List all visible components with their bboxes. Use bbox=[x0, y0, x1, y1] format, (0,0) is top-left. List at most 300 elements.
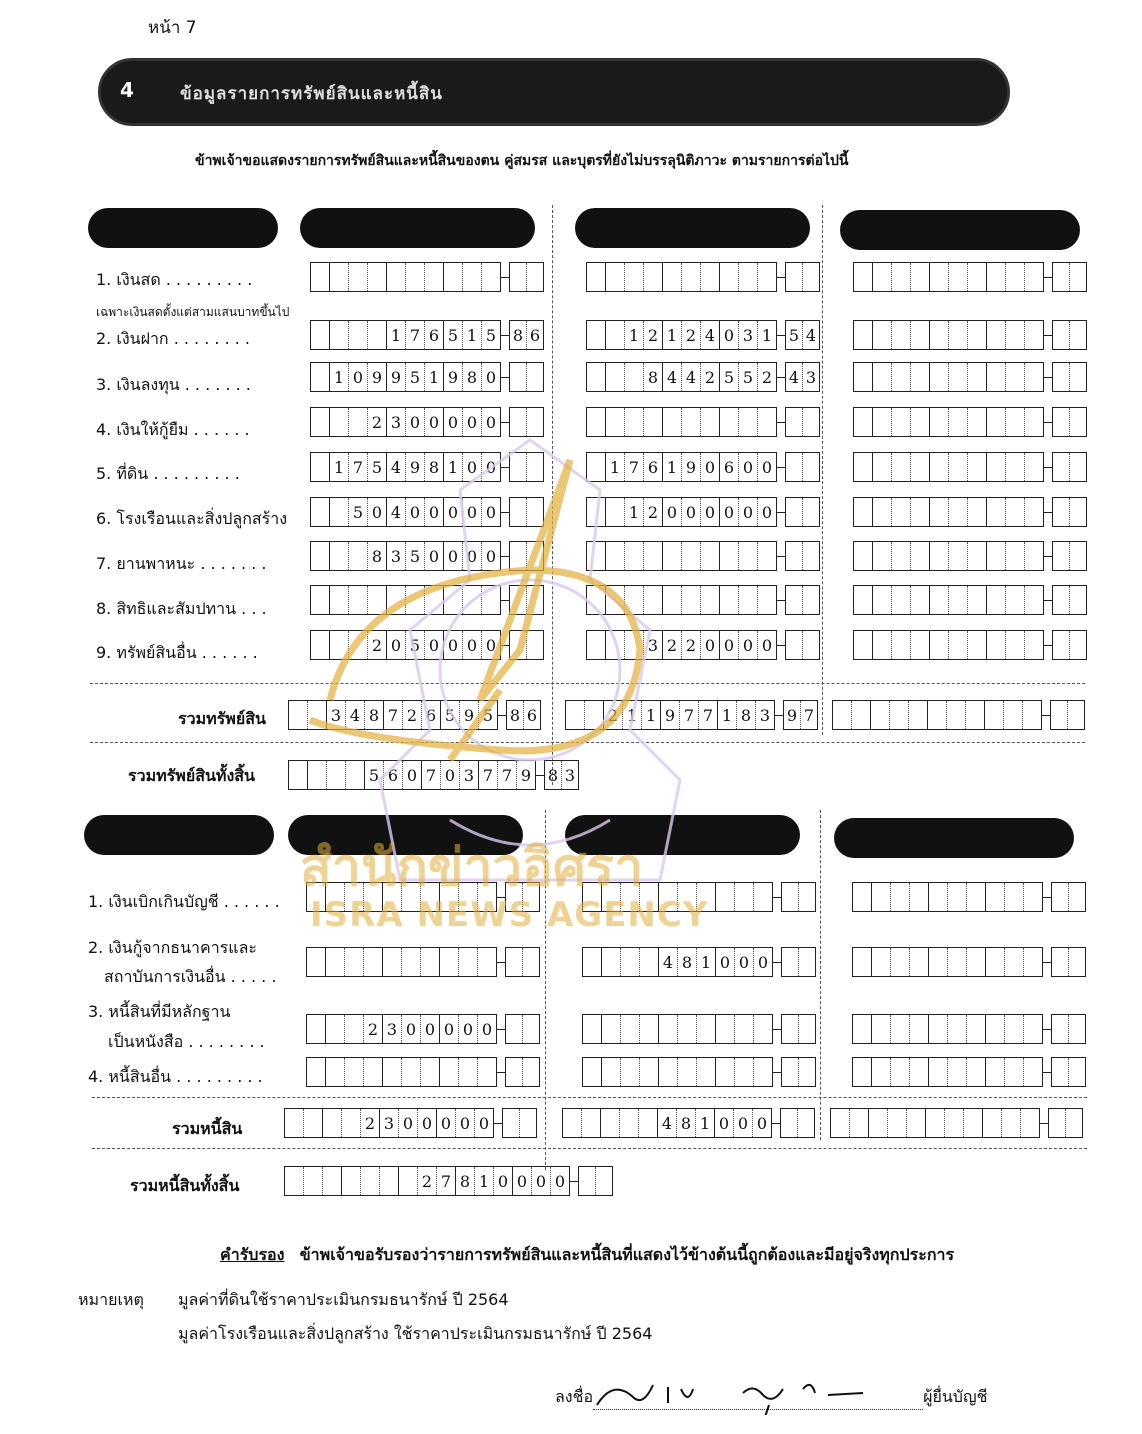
digit-cell bbox=[928, 1015, 947, 1043]
digit-cell bbox=[909, 1058, 928, 1086]
asset-total-label: รวมทรัพย์สิน bbox=[178, 709, 266, 728]
digit-cell: 1 bbox=[329, 453, 348, 481]
digit-cell: 0 bbox=[417, 1109, 436, 1137]
digit-cell bbox=[360, 1167, 379, 1195]
satang-digits bbox=[1051, 1014, 1086, 1044]
digit-cell bbox=[1069, 631, 1086, 659]
decimal-separator bbox=[1043, 897, 1051, 898]
digit-cell bbox=[854, 321, 872, 349]
decimal-separator bbox=[1044, 377, 1052, 378]
digit-cell bbox=[1024, 453, 1043, 481]
satang-digits bbox=[781, 947, 816, 977]
decimal-separator bbox=[501, 335, 509, 336]
digit-cell bbox=[802, 498, 819, 526]
digit-cell bbox=[587, 321, 605, 349]
digit-cell bbox=[458, 1058, 477, 1086]
digit-cell: 0 bbox=[715, 948, 734, 976]
digit-cell: 0 bbox=[443, 498, 462, 526]
decimal-separator bbox=[497, 1072, 505, 1073]
digit-cell bbox=[605, 321, 624, 349]
decimal-separator bbox=[777, 377, 785, 378]
digit-cell: 0 bbox=[550, 1167, 569, 1195]
decimal-separator bbox=[497, 1029, 505, 1030]
baht-digits bbox=[853, 541, 1044, 571]
decimal-separator bbox=[777, 335, 785, 336]
digit-cell bbox=[1053, 586, 1069, 614]
digit-cell bbox=[853, 948, 871, 976]
digit-cell bbox=[1068, 883, 1085, 911]
liability-grand-total bbox=[284, 1166, 613, 1196]
digit-cell bbox=[872, 363, 891, 391]
digit-cell bbox=[1052, 1058, 1068, 1086]
digit-cell bbox=[802, 631, 819, 659]
baht-digits bbox=[853, 497, 1044, 527]
digit-cell bbox=[910, 542, 929, 570]
digit-cell: 0 bbox=[424, 631, 443, 659]
digit-cell bbox=[984, 701, 1003, 729]
digit-cell: 0 bbox=[440, 761, 459, 789]
digit-cell: 5 bbox=[348, 498, 367, 526]
digit-cell bbox=[986, 363, 1005, 391]
digit-cell bbox=[831, 1109, 849, 1137]
liability-total-col1 bbox=[284, 1108, 537, 1138]
decimal-separator bbox=[1044, 277, 1052, 278]
satang-digits bbox=[1052, 262, 1087, 292]
digit-cell bbox=[303, 1109, 322, 1137]
satang-digits bbox=[785, 362, 820, 392]
satang-digits bbox=[780, 1108, 815, 1138]
satang-digits bbox=[781, 1057, 816, 1087]
digit-cell bbox=[526, 263, 543, 291]
baht-digits bbox=[853, 630, 1044, 660]
digit-cell: 0 bbox=[481, 542, 500, 570]
digit-cell: 7 bbox=[478, 761, 497, 789]
signature-line bbox=[555, 1385, 987, 1410]
satang-digits bbox=[781, 1014, 816, 1044]
digit-cell bbox=[906, 1109, 925, 1137]
satang-digits bbox=[1052, 630, 1087, 660]
digit-cell: 5 bbox=[788, 325, 800, 345]
digit-cell: 0 bbox=[420, 1015, 439, 1043]
digit-cell: 4 bbox=[700, 321, 719, 349]
digit-cell bbox=[696, 1058, 715, 1086]
satang-digits bbox=[1051, 882, 1086, 912]
digit-cell bbox=[526, 363, 543, 391]
digit-cell bbox=[344, 1058, 363, 1086]
digit-cell: 7 bbox=[679, 701, 698, 729]
digit-cell: 4 bbox=[345, 701, 364, 729]
asset-row-8-col3 bbox=[853, 585, 1087, 615]
baht-digits bbox=[853, 320, 1044, 350]
digit-cell bbox=[522, 1058, 539, 1086]
satang-digits bbox=[785, 320, 820, 350]
digit-cell: 4 bbox=[662, 363, 681, 391]
baht-digits bbox=[852, 947, 1043, 977]
asset-header-label-redacted bbox=[88, 208, 278, 248]
digit-cell bbox=[948, 586, 967, 614]
digit-cell bbox=[786, 408, 802, 436]
digit-cell bbox=[947, 1015, 966, 1043]
digit-cell: 3 bbox=[738, 321, 757, 349]
digit-cell bbox=[1069, 453, 1086, 481]
digit-cell: 0 bbox=[531, 1167, 550, 1195]
digit-cell: 0 bbox=[481, 408, 500, 436]
liability-total-col3 bbox=[830, 1108, 1083, 1138]
digit-cell bbox=[605, 263, 624, 291]
digit-cell bbox=[477, 1058, 496, 1086]
digit-cell bbox=[1004, 1015, 1023, 1043]
digit-cell: 5 bbox=[481, 321, 500, 349]
satang-digits bbox=[578, 1166, 613, 1196]
digit-cell: 2 bbox=[681, 321, 700, 349]
digit-cell bbox=[1053, 498, 1069, 526]
digit-cell bbox=[1004, 883, 1023, 911]
digit-cell bbox=[909, 883, 928, 911]
digit-cell: 0 bbox=[462, 542, 481, 570]
decimal-separator bbox=[777, 277, 785, 278]
liability-row-1-col3 bbox=[852, 882, 1086, 912]
digit-cell: 2 bbox=[700, 363, 719, 391]
asset-row-3-col1 bbox=[310, 362, 544, 392]
digit-cell: 4 bbox=[386, 498, 405, 526]
digit-cell bbox=[929, 408, 948, 436]
digit-cell: 8 bbox=[462, 363, 481, 391]
digit-cell bbox=[872, 408, 891, 436]
digit-cell bbox=[329, 321, 348, 349]
digit-cell bbox=[929, 453, 948, 481]
digit-cell bbox=[966, 1015, 985, 1043]
decimal-separator bbox=[773, 962, 781, 963]
decimal-separator bbox=[1044, 600, 1052, 601]
digit-cell bbox=[948, 321, 967, 349]
digit-cell: 8 bbox=[424, 453, 443, 481]
digit-cell bbox=[382, 1058, 401, 1086]
digit-cell bbox=[734, 1015, 753, 1043]
digit-cell bbox=[967, 363, 986, 391]
digit-cell: 6 bbox=[719, 453, 738, 481]
digit-cell bbox=[966, 948, 985, 976]
digit-cell: 6 bbox=[526, 321, 543, 349]
digit-cell bbox=[798, 883, 815, 911]
digit-cell bbox=[963, 1109, 982, 1137]
baht-digits bbox=[853, 407, 1044, 437]
satang-digits bbox=[502, 1108, 537, 1138]
digit-cell bbox=[910, 263, 929, 291]
digit-cell bbox=[1001, 1109, 1020, 1137]
digit-cell bbox=[1068, 1015, 1085, 1043]
asset-label-building: 6. โรงเรือนและสิ่งปลูกสร้าง bbox=[96, 509, 288, 528]
asset-row-3-col2 bbox=[586, 362, 820, 392]
digit-cell bbox=[871, 883, 890, 911]
digit-cell bbox=[967, 542, 986, 570]
digit-cell bbox=[854, 542, 872, 570]
digit-cell: 2 bbox=[360, 1109, 379, 1137]
satang-digits bbox=[1052, 407, 1087, 437]
digit-cell: 0 bbox=[405, 408, 424, 436]
digit-cell bbox=[891, 498, 910, 526]
digit-cell: 0 bbox=[455, 1109, 474, 1137]
digit-cell: 2 bbox=[643, 321, 662, 349]
baht-digits bbox=[852, 1057, 1043, 1087]
satang-digits bbox=[785, 452, 820, 482]
digit-cell bbox=[947, 948, 966, 976]
digit-cell bbox=[908, 701, 927, 729]
digit-cell bbox=[379, 1167, 398, 1195]
digit-cell: 3 bbox=[386, 542, 405, 570]
digit-cell bbox=[1024, 498, 1043, 526]
asset-row-6-col3 bbox=[853, 497, 1087, 527]
digit-cell bbox=[522, 1015, 539, 1043]
digit-cell bbox=[311, 321, 329, 349]
asset-label-other: 9. ทรัพย์สินอื่น . . . . . . bbox=[96, 643, 258, 662]
digit-cell bbox=[871, 1015, 890, 1043]
asset-header-spouse-redacted bbox=[575, 208, 810, 248]
digit-cell bbox=[757, 263, 776, 291]
decimal-separator bbox=[777, 556, 785, 557]
digit-cell: 0 bbox=[493, 1167, 512, 1195]
digit-cell bbox=[1069, 586, 1086, 614]
digit-cell bbox=[802, 586, 819, 614]
digit-cell bbox=[985, 1058, 1004, 1086]
digit-cell bbox=[638, 1109, 657, 1137]
liability-grand-total-label: รวมหนี้สินทั้งสิ้น bbox=[130, 1176, 240, 1195]
digit-cell: 0 bbox=[700, 631, 719, 659]
digit-cell: 7 bbox=[436, 1167, 455, 1195]
liability-header-label-redacted bbox=[84, 815, 274, 855]
digit-cell bbox=[424, 263, 443, 291]
digit-cell: 0 bbox=[443, 408, 462, 436]
digit-cell bbox=[1005, 321, 1024, 349]
digit-cell: 3 bbox=[561, 761, 578, 789]
digit-cell bbox=[481, 263, 500, 291]
digit-cell: 1 bbox=[662, 453, 681, 481]
satang-digits bbox=[509, 320, 544, 350]
baht-digits bbox=[310, 320, 501, 350]
digit-cell bbox=[581, 1109, 600, 1137]
digit-cell: 4 bbox=[681, 363, 700, 391]
digit-cell bbox=[322, 1167, 341, 1195]
asset-row-5-col3 bbox=[853, 452, 1087, 482]
digit-cell bbox=[872, 263, 891, 291]
decimal-separator bbox=[1044, 467, 1052, 468]
digit-cell bbox=[967, 631, 986, 659]
digit-cell bbox=[405, 263, 424, 291]
digit-cell bbox=[967, 263, 986, 291]
digit-cell bbox=[944, 1109, 963, 1137]
baht-digits bbox=[306, 1057, 497, 1087]
digit-cell bbox=[583, 1058, 601, 1086]
digit-cell: 1 bbox=[386, 321, 405, 349]
digit-cell: 3 bbox=[382, 1015, 401, 1043]
satang-digits bbox=[1052, 362, 1087, 392]
digit-cell bbox=[854, 453, 872, 481]
digit-cell bbox=[386, 263, 405, 291]
asset-row-7-col3 bbox=[853, 541, 1087, 571]
digit-cell: 0 bbox=[719, 631, 738, 659]
digit-cell bbox=[311, 263, 329, 291]
digit-cell bbox=[1022, 701, 1041, 729]
satang-digits bbox=[509, 362, 544, 392]
digit-cell bbox=[872, 542, 891, 570]
digit-cell bbox=[1005, 498, 1024, 526]
digit-cell bbox=[753, 1058, 772, 1086]
decimal-separator bbox=[1042, 715, 1050, 716]
satang-digits bbox=[509, 262, 544, 292]
asset-label-vehicle: 7. ยานพาหนะ . . . . . . . bbox=[96, 554, 267, 573]
decimal-separator bbox=[772, 1123, 780, 1124]
digit-cell bbox=[519, 1109, 536, 1137]
digit-cell: 4 bbox=[788, 367, 800, 387]
digit-cell bbox=[563, 1109, 581, 1137]
digit-cell bbox=[1069, 321, 1086, 349]
liability-row-4-col1 bbox=[306, 1057, 540, 1087]
digit-cell: 9 bbox=[367, 363, 386, 391]
digit-cell: 0 bbox=[424, 542, 443, 570]
digit-cell: 5 bbox=[367, 453, 386, 481]
baht-digits bbox=[832, 700, 1042, 730]
baht-digits bbox=[306, 1014, 497, 1044]
digit-cell bbox=[639, 1015, 658, 1043]
digit-cell bbox=[510, 363, 526, 391]
digit-cell: 8 bbox=[676, 1109, 695, 1137]
decimal-separator bbox=[1044, 556, 1052, 557]
digit-cell: 0 bbox=[719, 321, 738, 349]
digit-cell bbox=[948, 263, 967, 291]
digit-cell: 1 bbox=[696, 948, 715, 976]
asset-row-3-col3 bbox=[853, 362, 1087, 392]
column-divider bbox=[822, 205, 823, 735]
digit-cell: 0 bbox=[700, 498, 719, 526]
digit-cell bbox=[966, 883, 985, 911]
digit-cell: 1 bbox=[717, 701, 736, 729]
section-title: ข้อมูลรายการทรัพย์สินและหนี้สิน bbox=[180, 84, 443, 104]
digit-cell: 2 bbox=[417, 1167, 436, 1195]
decimal-separator bbox=[1043, 962, 1051, 963]
digit-cell: 0 bbox=[424, 408, 443, 436]
page-number: หน้า 7 bbox=[148, 18, 197, 38]
digit-cell: 8 bbox=[364, 701, 383, 729]
digit-cell bbox=[601, 1015, 620, 1043]
digit-cell bbox=[1004, 948, 1023, 976]
digit-cell: 2 bbox=[367, 408, 386, 436]
baht-digits bbox=[562, 1108, 772, 1138]
digit-cell bbox=[986, 631, 1005, 659]
decimal-separator bbox=[773, 1072, 781, 1073]
digit-cell bbox=[798, 1058, 815, 1086]
satang-digits bbox=[781, 882, 816, 912]
asset-label-rights: 8. สิทธิและสัมปทาน . . . bbox=[96, 599, 267, 618]
digit-cell: 1 bbox=[462, 321, 481, 349]
digit-cell bbox=[798, 948, 815, 976]
notes-label: หมายเหตุ bbox=[78, 1290, 144, 1309]
digit-cell bbox=[1053, 321, 1069, 349]
asset-row-1-col2 bbox=[586, 262, 820, 292]
digit-cell bbox=[662, 263, 681, 291]
digit-cell bbox=[782, 883, 798, 911]
satang-digits bbox=[505, 1014, 540, 1044]
digit-cell: 5 bbox=[478, 701, 497, 729]
digit-cell: 2 bbox=[757, 363, 776, 391]
digit-cell: 4 bbox=[386, 453, 405, 481]
signature-field bbox=[593, 1389, 923, 1410]
digit-cell bbox=[601, 1058, 620, 1086]
digit-cell bbox=[986, 321, 1005, 349]
digit-cell bbox=[891, 542, 910, 570]
digit-cell: 0 bbox=[348, 363, 367, 391]
digit-cell bbox=[786, 453, 802, 481]
digit-cell bbox=[853, 883, 871, 911]
digit-cell bbox=[782, 1058, 798, 1086]
digit-cell bbox=[1024, 586, 1043, 614]
decimal-separator bbox=[501, 277, 509, 278]
digit-cell: 2 bbox=[363, 1015, 382, 1043]
digit-cell: 9 bbox=[681, 453, 700, 481]
decimal-separator bbox=[1044, 335, 1052, 336]
digit-cell: 5 bbox=[440, 701, 459, 729]
digit-cell: 0 bbox=[512, 1167, 531, 1195]
digit-cell: 7 bbox=[800, 701, 817, 729]
digit-cell bbox=[948, 453, 967, 481]
digit-cell bbox=[1069, 363, 1086, 391]
digit-cell bbox=[325, 1058, 344, 1086]
asset-label-land: 5. ที่ดิน . . . . . . . . . bbox=[96, 464, 240, 483]
digit-cell bbox=[948, 542, 967, 570]
baht-digits bbox=[586, 362, 777, 392]
decimal-separator bbox=[777, 645, 785, 646]
digit-cell bbox=[890, 883, 909, 911]
digit-cell bbox=[947, 1058, 966, 1086]
digit-cell bbox=[1005, 263, 1024, 291]
digit-cell bbox=[322, 1109, 341, 1137]
asset-label-loan: 4. เงินให้กู้ยืม . . . . . . bbox=[96, 420, 250, 439]
digit-cell bbox=[986, 586, 1005, 614]
digit-cell bbox=[948, 631, 967, 659]
digit-cell bbox=[871, 948, 890, 976]
decimal-separator bbox=[501, 377, 509, 378]
digit-cell bbox=[1005, 363, 1024, 391]
digit-cell: 0 bbox=[719, 498, 738, 526]
digit-cell: 7 bbox=[405, 321, 424, 349]
digit-cell bbox=[965, 701, 984, 729]
asset-row-1-col3 bbox=[853, 262, 1087, 292]
digit-cell bbox=[329, 263, 348, 291]
digit-cell bbox=[929, 363, 948, 391]
digit-cell bbox=[925, 1109, 944, 1137]
handwritten-signature bbox=[593, 1375, 893, 1415]
digit-cell bbox=[620, 1015, 639, 1043]
asset-row-4-col3 bbox=[853, 407, 1087, 437]
digit-cell: 6 bbox=[421, 701, 440, 729]
digit-cell bbox=[325, 1015, 344, 1043]
digit-cell bbox=[605, 363, 624, 391]
digit-cell bbox=[1053, 453, 1069, 481]
digit-cell bbox=[868, 1109, 887, 1137]
satang-digits bbox=[1052, 585, 1087, 615]
digit-cell: 1 bbox=[624, 321, 643, 349]
asset-label-investment: 3. เงินลงทุน . . . . . . . bbox=[96, 375, 251, 394]
digit-cell: 0 bbox=[700, 453, 719, 481]
digit-cell: 5 bbox=[443, 321, 462, 349]
decimal-separator bbox=[777, 422, 785, 423]
satang-digits bbox=[783, 700, 818, 730]
digit-cell bbox=[854, 408, 872, 436]
digit-cell bbox=[658, 1015, 677, 1043]
asset-row-1-col1 bbox=[310, 262, 544, 292]
digit-cell: 6 bbox=[383, 761, 402, 789]
digit-cell: 8 bbox=[736, 701, 755, 729]
digit-cell: 0 bbox=[738, 498, 757, 526]
digit-cell: 1 bbox=[622, 701, 641, 729]
